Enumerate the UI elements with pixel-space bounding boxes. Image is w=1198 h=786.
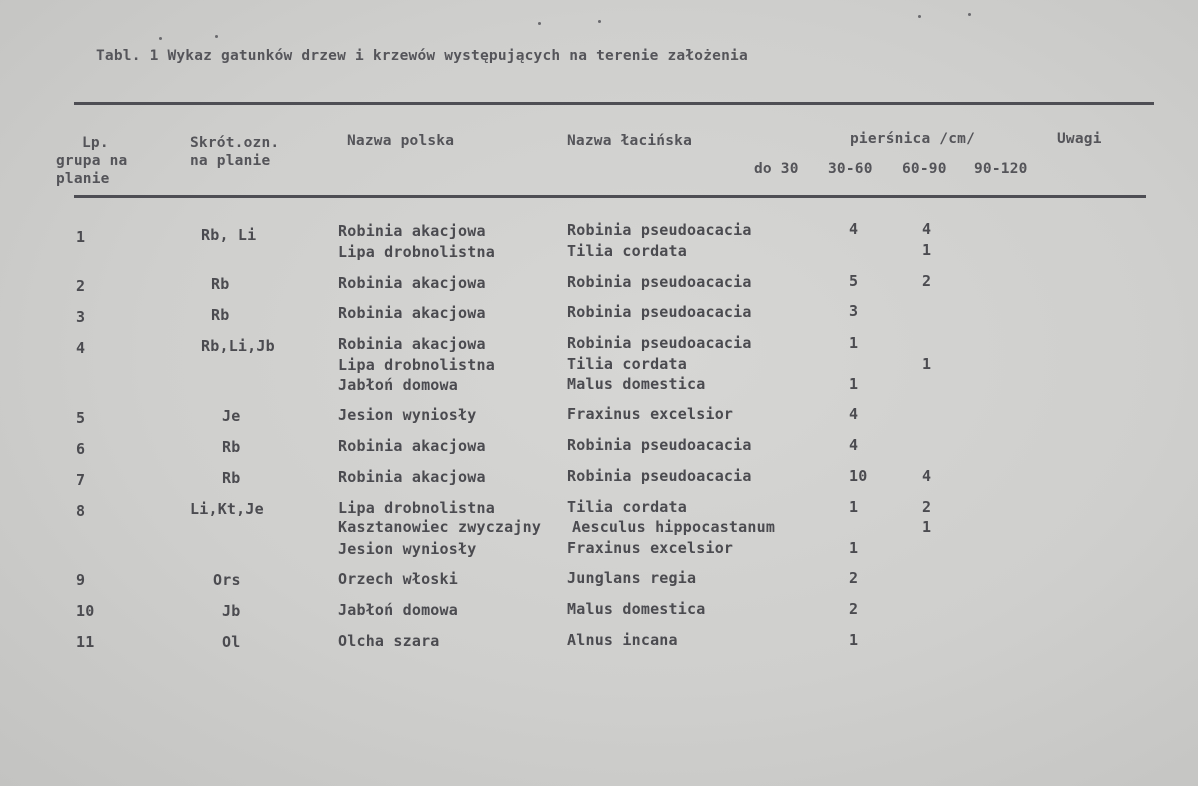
speck — [159, 37, 162, 40]
row-lp: 11 — [76, 633, 95, 651]
header-dbh-90-120: 90-120 — [974, 161, 1028, 177]
speck — [968, 13, 971, 16]
row-abbr: Li,Kt,Je — [190, 500, 264, 518]
row-lp: 2 — [76, 277, 86, 295]
row-polish-name: Jesion wyniosły — [338, 406, 477, 424]
table-title: Tabl. 1 Wykaz gatunków drzew i krzewów występujących na terenie założenia — [96, 48, 748, 64]
row-latin-name: Robinia pseudoacacia — [567, 436, 752, 454]
row-polish-name: Jabłoń domowa — [338, 601, 458, 619]
row-dbh-60-90: 2 — [922, 272, 932, 290]
row-lp: 1 — [76, 228, 86, 246]
row-abbr: Je — [222, 407, 241, 425]
header-abbr: Skrót.ozn. — [190, 135, 280, 151]
row-dbh-0-30: 4 — [849, 405, 859, 423]
row-latin-name: Fraxinus excelsior — [567, 405, 734, 423]
row-polish-name: Jabłoń domowa — [338, 376, 458, 394]
row-latin-name: Aesculus hippocastanum — [572, 518, 776, 536]
row-lp: 5 — [76, 409, 86, 427]
row-lp: 3 — [76, 308, 86, 326]
row-dbh-60-90: 2 — [922, 498, 932, 516]
row-polish-name: Robinia akacjowa — [338, 274, 486, 292]
row-abbr: Rb — [211, 306, 230, 324]
row-polish-name: Robinia akacjowa — [338, 468, 486, 486]
header-polish-name: Nazwa polska — [347, 133, 455, 149]
row-latin-name: Alnus incana — [567, 631, 678, 649]
header-lp: Lp. — [82, 135, 109, 151]
row-latin-name: Tilia cordata — [567, 242, 687, 260]
row-dbh-0-30: 4 — [849, 220, 859, 238]
row-dbh-60-90: 1 — [922, 518, 932, 536]
row-dbh-60-90: 4 — [922, 220, 932, 238]
row-abbr: Ors — [213, 571, 241, 589]
row-polish-name: Robinia akacjowa — [338, 222, 486, 240]
row-dbh-0-30: 1 — [849, 375, 859, 393]
row-polish-name: Orzech włoski — [338, 570, 458, 588]
header-lp-3: planie — [56, 171, 110, 187]
row-lp: 4 — [76, 339, 86, 357]
header-remarks: Uwagi — [1057, 131, 1102, 147]
row-abbr: Ol — [222, 633, 241, 651]
row-abbr: Rb, Li — [201, 226, 257, 244]
row-dbh-0-30: 1 — [849, 498, 859, 516]
row-dbh-0-30: 5 — [849, 272, 859, 290]
row-polish-name: Lipa drobnolistna — [338, 499, 495, 517]
row-dbh-0-30: 4 — [849, 436, 859, 454]
row-dbh-0-30: 10 — [849, 467, 868, 485]
row-polish-name: Jesion wyniosły — [338, 540, 477, 558]
header-latin-name: Nazwa łacińska — [567, 133, 693, 149]
row-latin-name: Tilia cordata — [567, 498, 687, 516]
row-latin-name: Robinia pseudoacacia — [567, 303, 752, 321]
row-latin-name: Robinia pseudoacacia — [567, 221, 752, 239]
row-abbr: Rb — [211, 275, 230, 293]
header-dbh-30-60: 30-60 — [828, 161, 873, 177]
row-dbh-0-30: 2 — [849, 569, 859, 587]
row-polish-name: Lipa drobnolistna — [338, 243, 495, 261]
row-latin-name: Robinia pseudoacacia — [567, 334, 752, 352]
speck — [538, 22, 541, 25]
row-abbr: Rb,Li,Jb — [201, 337, 275, 355]
row-latin-name: Junglans regia — [567, 569, 697, 587]
row-latin-name: Robinia pseudoacacia — [567, 467, 752, 485]
row-abbr: Jb — [222, 602, 241, 620]
row-polish-name: Olcha szara — [338, 632, 440, 650]
row-polish-name: Robinia akacjowa — [338, 304, 486, 322]
header-lp-2: grupa na — [56, 153, 128, 169]
row-dbh-60-90: 1 — [922, 355, 932, 373]
row-dbh-0-30: 3 — [849, 302, 859, 320]
row-polish-name: Lipa drobnolistna — [338, 356, 495, 374]
row-lp: 6 — [76, 440, 86, 458]
row-latin-name: Fraxinus excelsior — [567, 539, 734, 557]
speck — [598, 20, 601, 23]
row-polish-name: Robinia akacjowa — [338, 437, 486, 455]
row-polish-name: Kasztanowiec zwyczajny — [338, 518, 542, 536]
row-dbh-0-30: 1 — [849, 334, 859, 352]
row-latin-name: Tilia cordata — [567, 355, 687, 373]
row-lp: 8 — [76, 502, 86, 520]
row-dbh-60-90: 1 — [922, 241, 932, 259]
header-rule — [74, 195, 1146, 198]
header-dbh-60-90: 60-90 — [902, 161, 947, 177]
row-dbh-0-30: 2 — [849, 600, 859, 618]
header-dbh-0-30: do 30 — [754, 161, 799, 177]
row-dbh-60-90: 4 — [922, 467, 932, 485]
row-latin-name: Malus domestica — [567, 375, 706, 393]
row-latin-name: Robinia pseudoacacia — [567, 273, 752, 291]
row-abbr: Rb — [222, 438, 241, 456]
row-dbh-0-30: 1 — [849, 539, 859, 557]
top-rule — [74, 102, 1154, 105]
speck — [918, 15, 921, 18]
row-dbh-0-30: 1 — [849, 631, 859, 649]
row-latin-name: Malus domestica — [567, 600, 706, 618]
row-abbr: Rb — [222, 469, 241, 487]
row-lp: 7 — [76, 471, 86, 489]
row-lp: 9 — [76, 571, 86, 589]
header-abbr-2: na planie — [190, 153, 271, 169]
speck — [215, 35, 218, 38]
row-polish-name: Robinia akacjowa — [338, 335, 486, 353]
row-lp: 10 — [76, 602, 95, 620]
header-dbh: pierśnica /cm/ — [850, 131, 976, 147]
